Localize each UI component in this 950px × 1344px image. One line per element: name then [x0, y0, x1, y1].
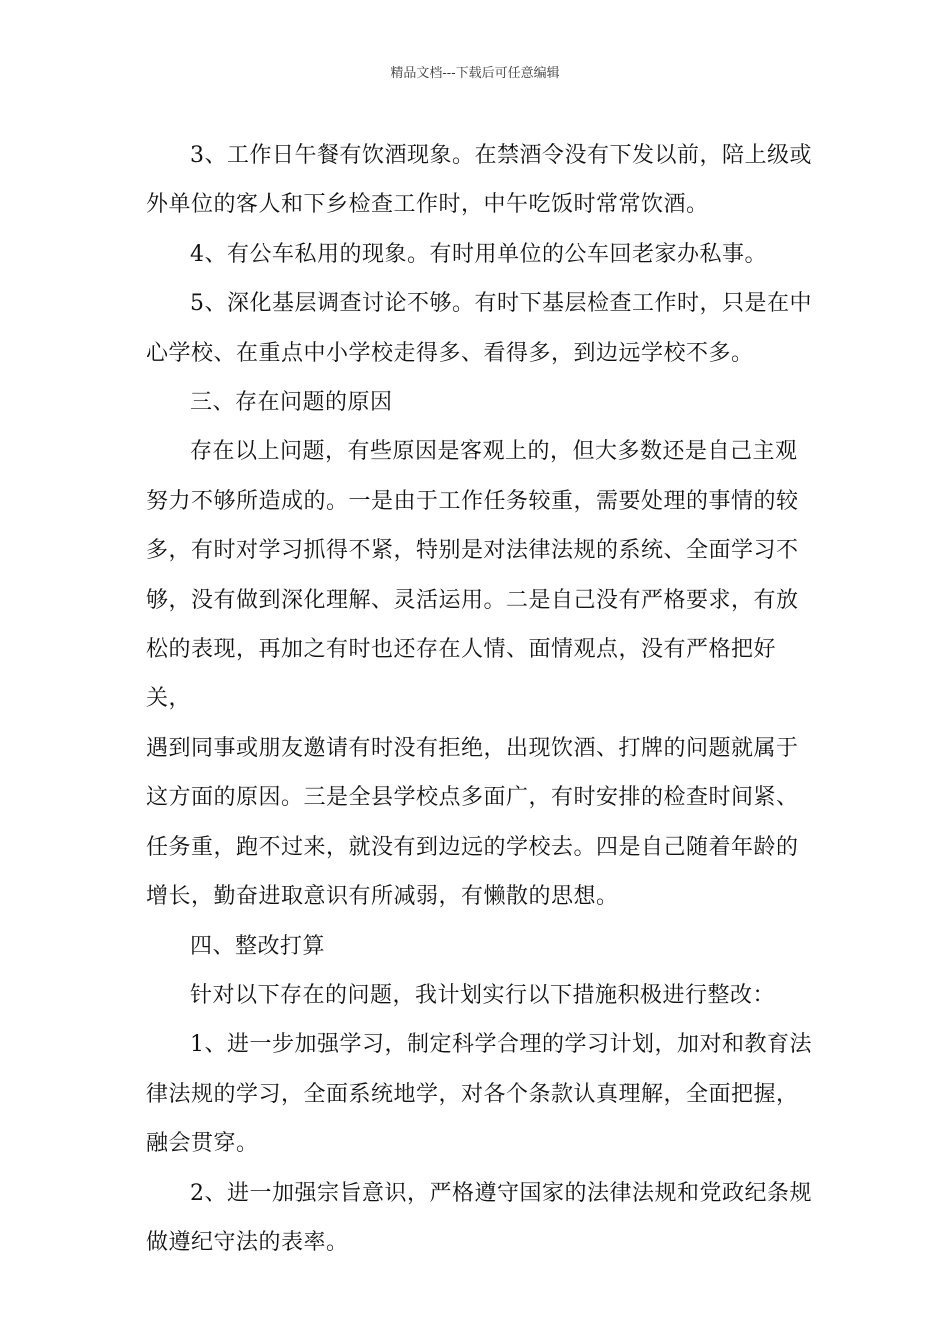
- document-body: [146, 131, 816, 1267]
- text-line: 针对以下存在的问题，我计划实行以下措施积极进行整改：: [190, 982, 776, 1008]
- text-line: 5、深化基层调查讨论不够。有时下基层检查工作时，只是在中: [190, 291, 812, 317]
- text-line: 1、进一步加强学习，制定科学合理的学习计划，加对和教育法: [190, 1032, 812, 1058]
- text-line: 遇到同事或朋友邀请有时没有拒绝，出现饮酒、打牌的问题就属于: [146, 735, 799, 761]
- section-heading: 四、整改打算: [190, 933, 326, 959]
- text-line: 做遵纪守法的表率。: [146, 1229, 349, 1255]
- text-line: 松的表现，再加之有时也还存在人情、面情观点，没有严格把好关，: [146, 637, 777, 712]
- text-line: 努力不够所造成的。一是由于工作任务较重，需要处理的事情的较: [146, 488, 799, 514]
- text-line: 外单位的客人和下乡检查工作时，中午吃饭时常常饮酒。: [146, 192, 709, 218]
- text-line: 律法规的学习，全面系统地学，对各个条款认真理解，全面把握，: [146, 1081, 799, 1107]
- text-line: 够，没有做到深化理解、灵活运用。二是自己没有严格要求，有放: [146, 587, 799, 613]
- text-line: 存在以上问题，有些原因是客观上的，但大多数还是自己主观: [190, 439, 798, 465]
- text-line: 任务重，跑不过来，就没有到边远的学校去。四是自己随着年龄的: [146, 834, 799, 860]
- section-heading: 三、存在问题的原因: [190, 390, 393, 416]
- text-line: 心学校、在重点中小学校走得多、看得多，到边远学校不多。: [146, 340, 754, 366]
- text-line: 增长，勤奋进取意识有所减弱，有懒散的思想。: [146, 884, 619, 910]
- page-header: 精品文档---下载后可任意编辑: [390, 66, 560, 81]
- text-line: 这方面的原因。三是全县学校点多面广，有时安排的检查时间紧、: [146, 785, 799, 811]
- text-line: 多，有时对学习抓得不紧，特别是对法律法规的系统、全面学习不: [146, 538, 799, 564]
- text-line: 融会贯穿。: [146, 1131, 259, 1157]
- text-line: 2、进一加强宗旨意识，严格遵守国家的法律法规和党政纪条规: [190, 1180, 812, 1206]
- text-line: 4、有公车私用的现象。有时用单位的公车回老家办私事。: [190, 241, 767, 267]
- text-line: 3、工作日午餐有饮酒现象。在禁酒令没有下发以前，陪上级或: [190, 143, 812, 168]
